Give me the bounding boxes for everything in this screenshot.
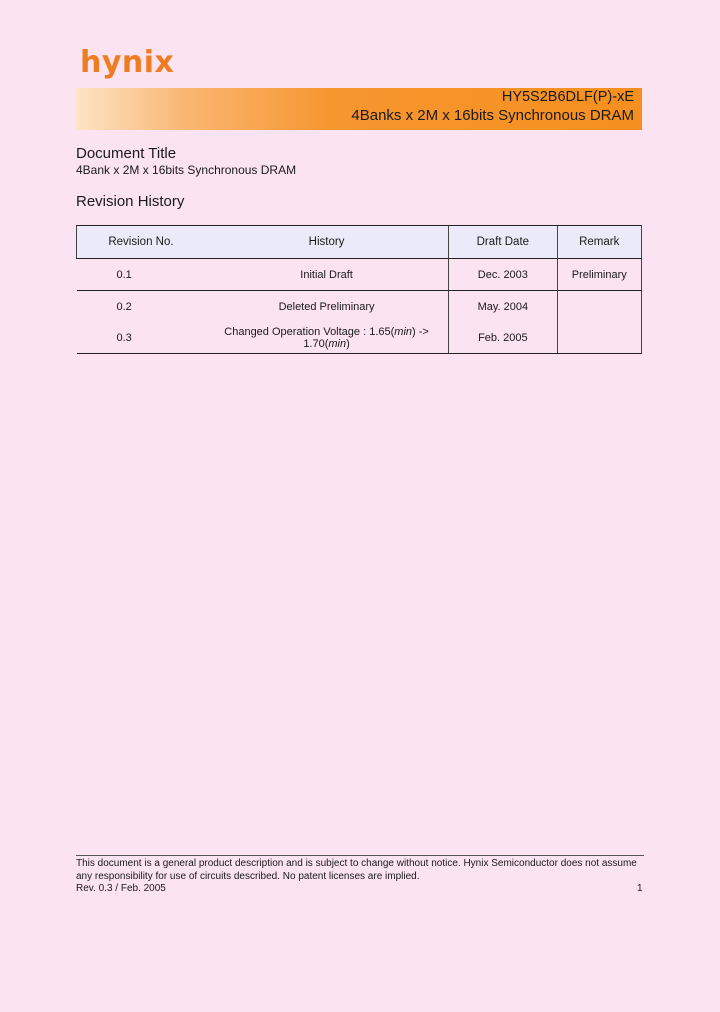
- page-number: 1: [637, 883, 643, 894]
- table-row: [77, 259, 642, 291]
- table-header-row: [77, 226, 642, 259]
- column-header-history: History: [205, 226, 449, 259]
- part-number: HY5S2B6DLF(P)-xE: [501, 89, 634, 105]
- history-cell: Initial Draft: [205, 259, 449, 291]
- document-title-text: 4Bank x 2M x 16bits Synchronous DRAM: [76, 163, 297, 177]
- date-cell: Feb. 2005: [449, 322, 557, 354]
- revision-cell: 0.1: [77, 259, 205, 291]
- column-header-remark: Remark: [557, 226, 642, 259]
- banner-subtitle: 4Banks x 2M x 16bits Synchronous DRAM: [351, 107, 634, 124]
- history-cell: Deleted Preliminary: [278, 300, 375, 313]
- footer-revision: Rev. 0.3 / Feb. 2005: [76, 883, 166, 894]
- history-cell: [205, 322, 449, 354]
- revision-cell: 0.2: [116, 300, 132, 313]
- table-row: [77, 291, 642, 323]
- footer-divider: [76, 855, 644, 856]
- date-cell: May. 2004: [449, 291, 557, 323]
- column-header-draft-date: Draft Date: [449, 226, 557, 259]
- remark-cell: [557, 322, 642, 354]
- remark-cell: [557, 291, 642, 323]
- header-banner: [76, 88, 642, 130]
- revision-history-table: [76, 225, 642, 354]
- remark-cell: Preliminary: [557, 259, 642, 291]
- table-row: [77, 322, 642, 354]
- history-text-prefix: Changed Operation Voltage : 1.65(: [224, 325, 395, 338]
- document-title-heading: Document Title: [76, 145, 177, 162]
- history-text-min: min: [328, 337, 347, 350]
- hynix-logo: hynix: [80, 45, 175, 80]
- column-header-revision: Revision No.: [77, 226, 205, 259]
- history-text-mid: ) -> 1.70(: [303, 325, 429, 350]
- revision-history-heading: Revision History: [76, 193, 185, 210]
- history-text-suffix: ): [346, 337, 350, 350]
- footer-disclaimer: This document is a general product description and is subject to change without notice. Hynix Semiconductor does not assume any responsibility for use of circuits described. No patent licenses are implied.: [76, 858, 637, 882]
- date-cell: Dec. 2003: [449, 259, 557, 291]
- revision-cell: 0.3: [77, 322, 205, 354]
- history-text-min: min: [394, 325, 413, 338]
